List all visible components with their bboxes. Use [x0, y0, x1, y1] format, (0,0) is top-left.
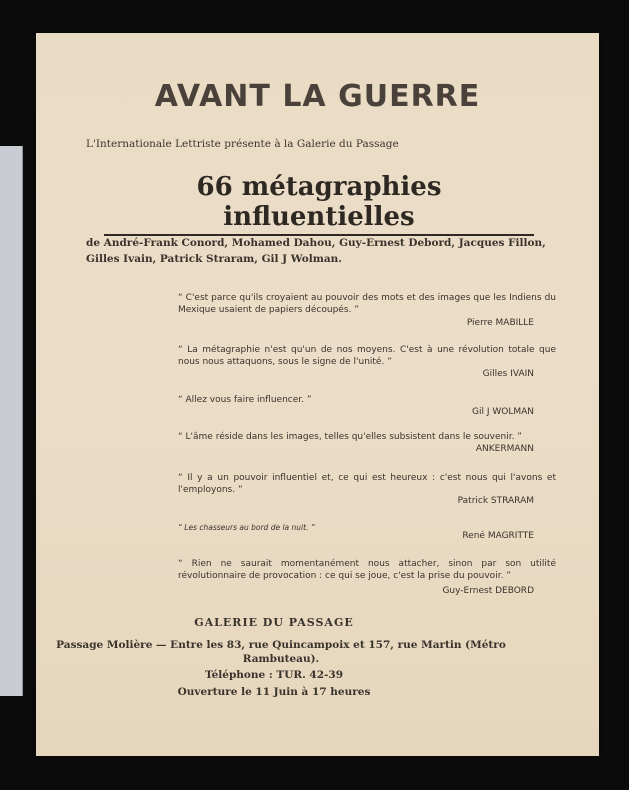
artists-list: de André-Frank Conord, Mohamed Dahou, Guy-Ernest Debord, Jacques Fillon, Gilles Ivain, Patrick Straram, Gil J Wolman.	[86, 237, 546, 265]
gallery-address: Passage Molière — Entre les 83, rue Quincampoix et 157, rue Martin (Métro Rambuteau).	[56, 639, 506, 665]
quote-text: “ L'âme réside dans les images, telles qu'elles subsistent dans le souvenir. ”	[178, 432, 522, 442]
poster-sheet	[36, 33, 599, 756]
gallery-name: GALERIE DU PASSAGE	[194, 616, 354, 629]
quote-author: Gilles IVAIN	[482, 369, 534, 379]
quote-text: “ La métagraphie n'est qu'un de nos moyens. C'est à une révolution totale que nous nous attaquons, sous le signe de l'unité. ”	[178, 345, 556, 367]
quote-author: Patrick STRARAM	[457, 496, 534, 506]
quote-text: “ Il y a un pouvoir influentiel et, ce qui est heureux : c'est nous qui l'avons et l'employons. ”	[178, 473, 556, 495]
quote-text: “ Les chasseurs au bord de la nuit. ”	[178, 523, 315, 532]
quote-author: ANKERMANN	[475, 444, 534, 454]
poster-title: AVANT LA GUERRE	[154, 79, 481, 114]
gallery-telephone: Téléphone : TUR. 42-39	[204, 669, 344, 681]
quote-text: “ C'est parce qu'ils croyaient au pouvoir des mots et des images que les Indiens du Mexique usaient de papiers découpés. ”	[178, 293, 556, 315]
quote-text: “ Rien ne saurait momentanément nous attacher, sinon par son utilité révolutionnaire de provocation : ce qui se joue, c'est la prise du pouvoir. ”	[178, 559, 556, 581]
quote-author: Pierre MABILLE	[466, 318, 534, 328]
quote-text: “ Allez vous faire influencer. ”	[178, 395, 312, 405]
background-card-edge	[0, 146, 23, 696]
quote-author: Gil J WOLMAN	[471, 407, 534, 417]
poster-headline: 66 métagraphies influentielles	[104, 172, 534, 236]
poster-subtitle: L'Internationale Lettriste présente à la Galerie du Passage	[86, 138, 399, 150]
quote-author: René MAGRITTE	[462, 531, 534, 541]
gallery-opening: Ouverture le 11 Juin à 17 heures	[177, 686, 371, 698]
quote-author: Guy-Ernest DEBORD	[442, 586, 534, 596]
